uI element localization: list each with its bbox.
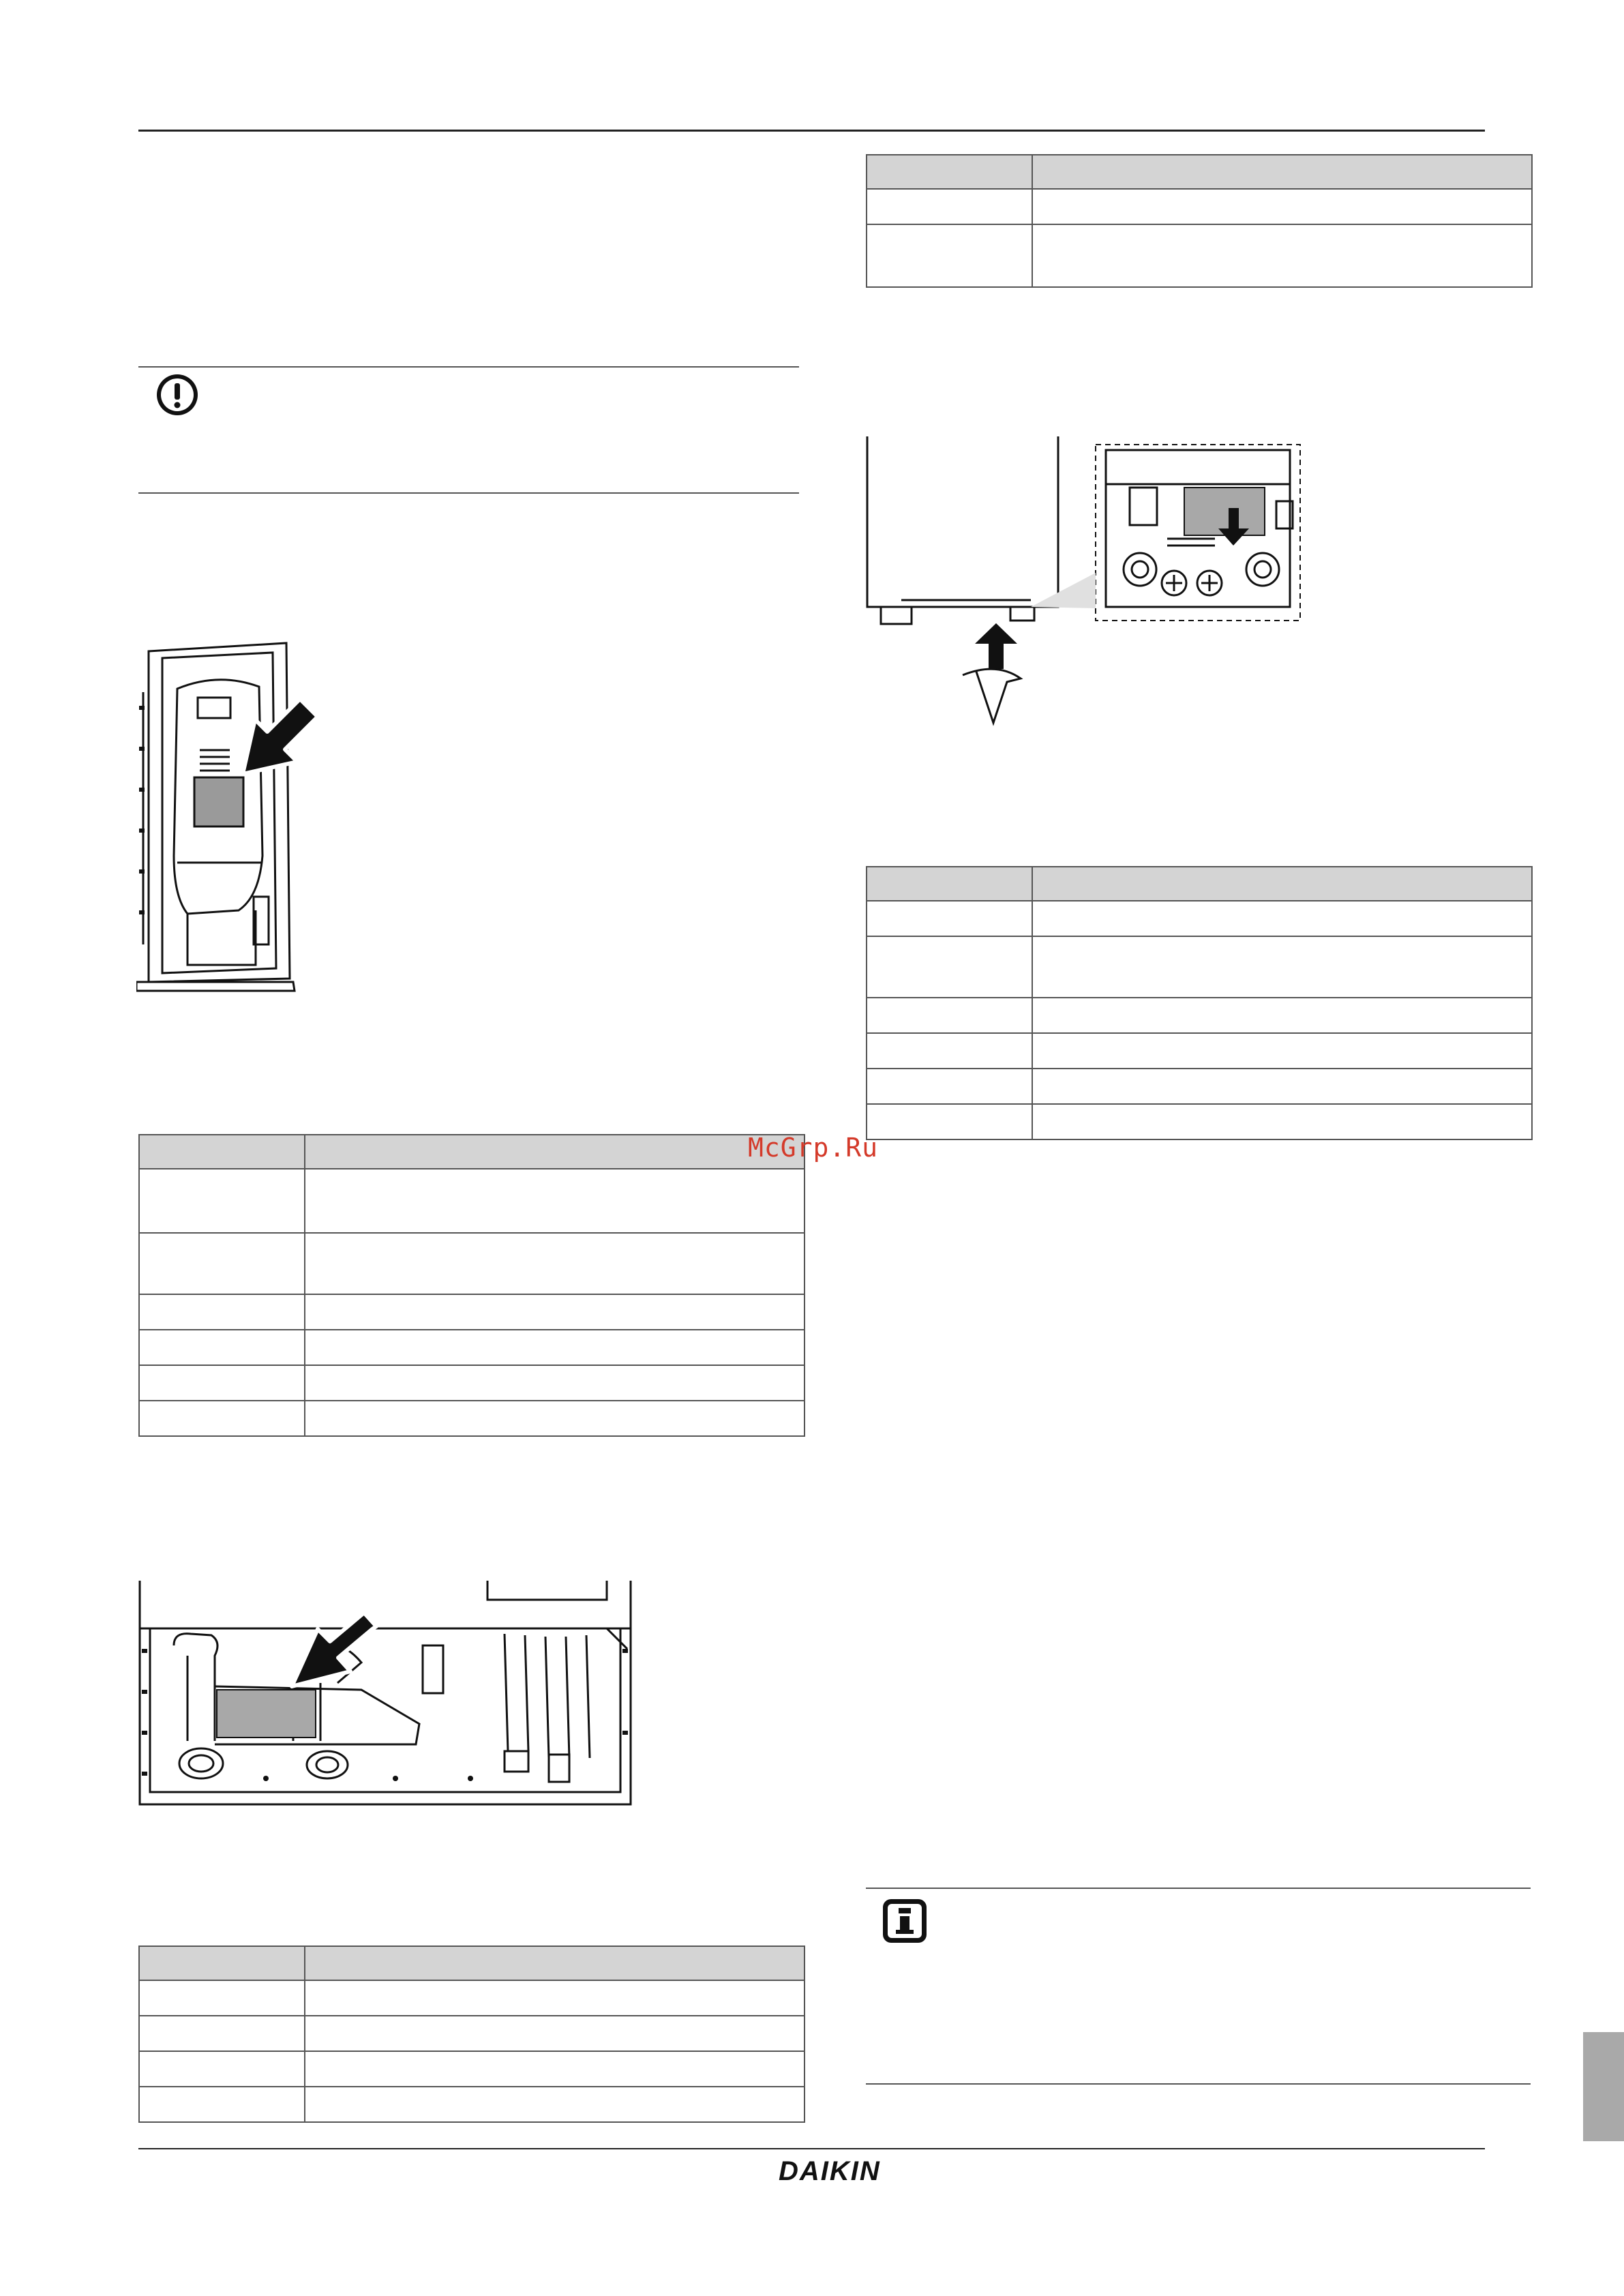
table-row — [867, 901, 1532, 936]
table-1 — [138, 1134, 805, 1437]
figure-unit-front — [136, 638, 307, 992]
chapter-side-tab — [1583, 2032, 1624, 2141]
table-header-row — [867, 867, 1532, 901]
table-2 — [138, 1945, 805, 2123]
table-row — [139, 1169, 805, 1233]
table-row — [139, 1401, 805, 1436]
table-row — [867, 998, 1532, 1033]
table-4 — [866, 866, 1533, 1140]
info-top-rule — [866, 1888, 1531, 1889]
figure-unit-bottom — [860, 436, 1310, 736]
table-row — [867, 1033, 1532, 1069]
table-header-row — [139, 1946, 805, 1980]
info-box-icon — [881, 1897, 929, 1945]
table-row — [139, 1294, 805, 1330]
table-row — [139, 1330, 805, 1365]
daikin-logo: DAIKIN — [779, 2156, 881, 2186]
table-row — [139, 2051, 805, 2087]
table-header-row — [867, 155, 1532, 189]
info-bottom-rule — [866, 2083, 1531, 2085]
exclamation-circle-icon — [155, 372, 200, 417]
arrow-icon — [239, 699, 320, 794]
table-row — [867, 1104, 1532, 1139]
table-3 — [866, 154, 1533, 288]
table-row — [139, 1980, 805, 2016]
header-rule — [138, 130, 1485, 132]
table-row — [867, 1069, 1532, 1104]
watermark: McGrp.Ru — [748, 1133, 879, 1163]
footer-rule — [138, 2148, 1485, 2149]
table-row — [139, 1233, 805, 1294]
table-row — [867, 224, 1532, 287]
table-row — [139, 2016, 805, 2051]
table-row — [867, 936, 1532, 998]
figure-piping — [136, 1581, 634, 1813]
note-top-rule — [138, 366, 799, 368]
table-row — [139, 2087, 805, 2122]
arrow-icon — [288, 1613, 383, 1701]
note-bottom-rule — [138, 492, 799, 494]
table-row — [867, 189, 1532, 224]
table-header-row — [139, 1135, 805, 1169]
table-row — [139, 1365, 805, 1401]
